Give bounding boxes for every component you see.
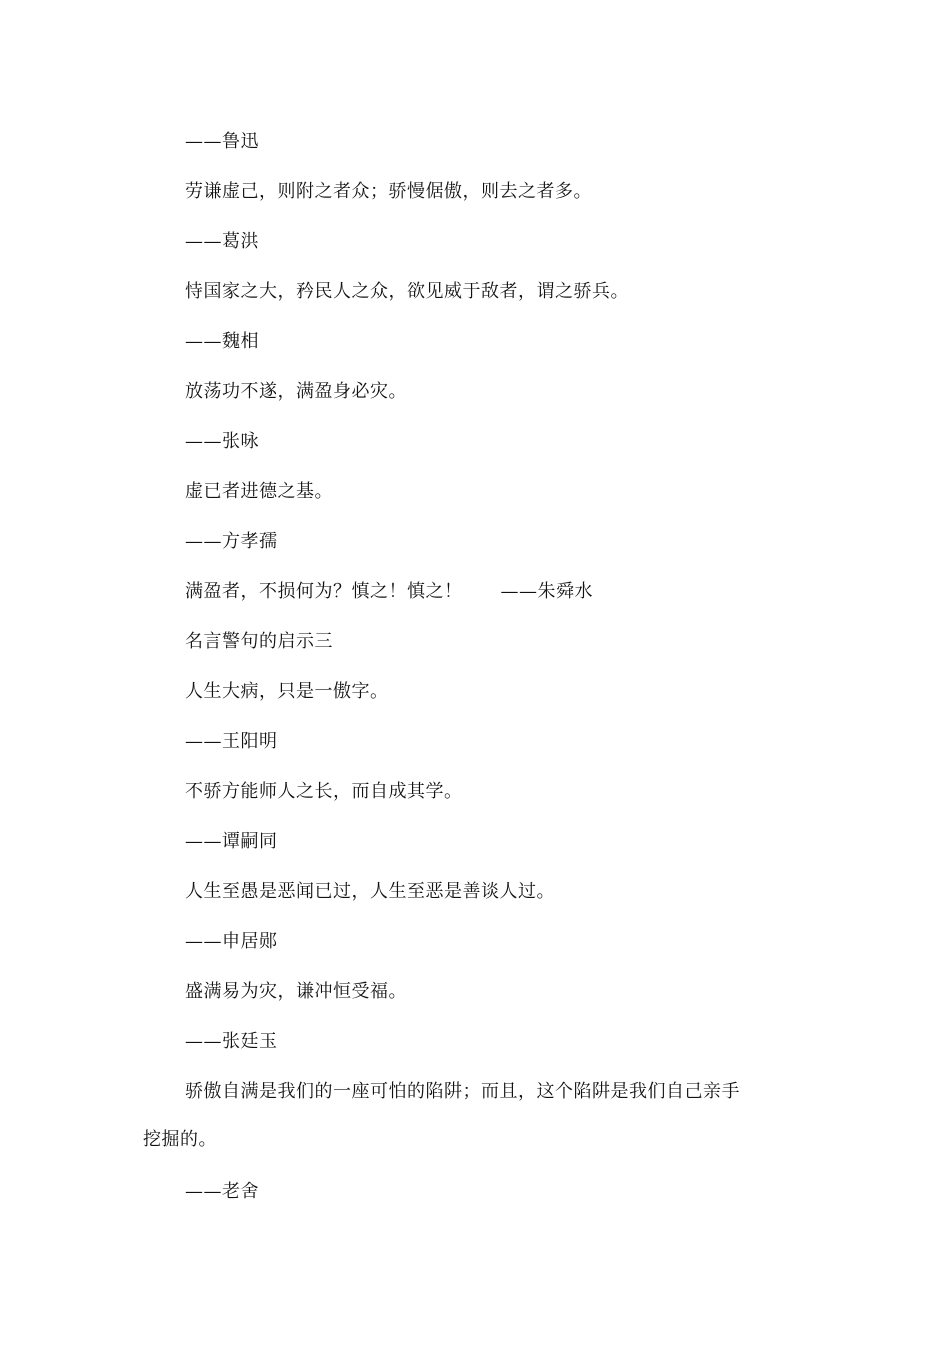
quote-text-continued: 挖掘的。	[143, 1129, 217, 1150]
quote-text: 人生大病，只是一傲字。	[185, 681, 389, 702]
attribution-fangxiaoru: ——方孝孺	[185, 531, 278, 552]
attribution-weixiang: ——魏相	[185, 331, 259, 352]
quote-text: 满盈者，不损何为？慎之！慎之！	[185, 581, 463, 602]
quote-text: 盛满易为灾，谦冲恒受福。	[185, 981, 407, 1002]
quote-text: 放荡功不遂，满盈身必灾。	[185, 381, 407, 402]
attribution-shenjulang: ——申居郧	[185, 931, 278, 952]
quote-text: 劳谦虚己，则附之者众；骄慢倨傲，则去之者多。	[185, 181, 592, 202]
attribution-wangyangming: ——王阳明	[185, 731, 278, 752]
attribution-zhangyong: ——张咏	[185, 431, 259, 452]
attribution-laoshe: ——老舍	[185, 1181, 259, 1202]
quote-text: 不骄方能师人之长，而自成其学。	[185, 781, 463, 802]
attribution-luxun: ——鲁迅	[185, 131, 259, 152]
attribution-zhangtingyu: ——张廷玉	[185, 1031, 278, 1052]
attribution-tansitong: ——谭嗣同	[185, 831, 278, 852]
quote-text: 虚已者进德之基。	[185, 481, 333, 502]
section-heading: 名言警句的启示三	[185, 631, 333, 652]
attribution-zhushunshui: ——朱舜水	[500, 581, 593, 602]
quote-line-with-attribution	[185, 580, 593, 604]
attribution-gehong: ——葛洪	[185, 231, 259, 252]
quote-text: 人生至愚是恶闻已过，人生至恶是善谈人过。	[185, 881, 555, 902]
quote-text: 骄傲自满是我们的一座可怕的陷阱；而且，这个陷阱是我们自己亲手	[185, 1081, 740, 1102]
quote-text: 恃国家之大，矜民人之众，欲见威于敌者，谓之骄兵。	[185, 281, 629, 302]
